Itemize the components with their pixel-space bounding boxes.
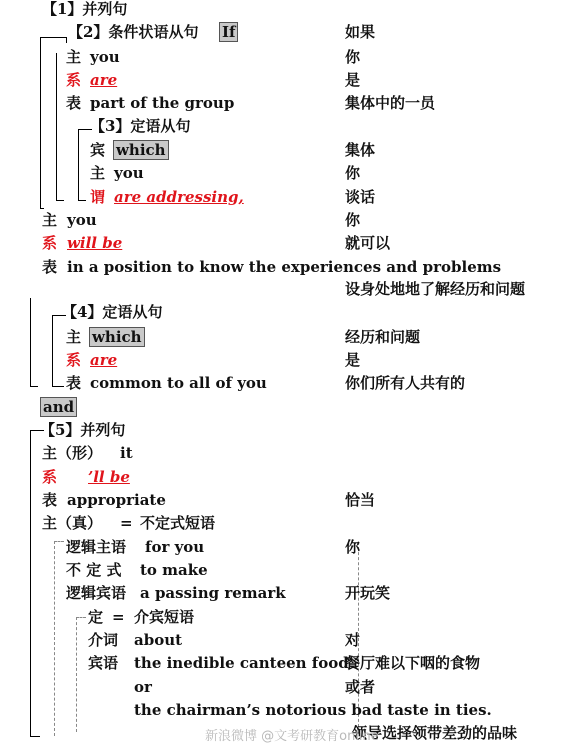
- s5-logsubj-label: 逻辑主语: [66, 538, 127, 556]
- bracket-s3-outer-bottom: [56, 200, 64, 201]
- dashed-attr-top: [76, 617, 86, 618]
- s4-subj: which: [89, 327, 145, 347]
- s3-obj-cn: 集体: [345, 141, 376, 159]
- s4-pred: common to all of you: [90, 374, 267, 392]
- s5-logobj-label: 逻辑宾语: [66, 584, 127, 602]
- bracket-s5-vertical: [30, 430, 31, 736]
- conj-if: If: [219, 22, 238, 42]
- s4-pred-label: 表: [66, 374, 82, 392]
- s3-verb: are addressing,: [114, 188, 244, 206]
- s3-verb-label: 谓: [90, 188, 106, 206]
- s3-subj-label: 主: [90, 164, 106, 182]
- s5-or: or: [134, 678, 152, 696]
- s5-prep-label: 介词: [88, 631, 119, 649]
- s5-real-desc: 不定式短语: [140, 514, 216, 532]
- s5-pobj2-cn: 领导选择领带差劲的品味: [352, 724, 518, 742]
- s2-link: are: [90, 71, 118, 89]
- s2-pred: part of the group: [90, 94, 235, 112]
- main-pred-cn: 设身处地地了解经历和问题: [345, 280, 526, 298]
- s4-link-label: 系: [66, 351, 82, 369]
- bracket-s4-vertical: [52, 315, 53, 387]
- dashed-s5-top: [54, 541, 64, 542]
- conj-if-cn: 如果: [345, 23, 376, 41]
- bracket-s2-vertical: [40, 37, 41, 209]
- s3-subj-cn: 你: [345, 164, 361, 182]
- s2-subj: you: [90, 48, 120, 66]
- s5-logobj-cn: 开玩笑: [345, 584, 391, 602]
- s5-inf-label: 不 定 式: [66, 561, 122, 579]
- s3-verb-cn: 谈话: [345, 188, 376, 206]
- main-subj-label: 主: [42, 211, 58, 229]
- s5-subj: it: [120, 444, 133, 462]
- s5-attr-eq: =: [112, 608, 125, 626]
- s5-subj-label: 主（形）: [42, 444, 103, 462]
- bracket-s3-outer-top: [56, 53, 57, 201]
- s2-subj-cn: 你: [345, 48, 361, 66]
- dashed-attr-vertical: [76, 617, 77, 732]
- bracket-s3-vertical: [78, 129, 79, 201]
- s5-attr-desc: 介宾短语: [134, 608, 195, 626]
- s5-link: ’ll be: [88, 468, 130, 486]
- s5-pred-label: 表: [42, 491, 58, 509]
- bracket-s2-tick: [66, 37, 67, 43]
- s4-link-cn: 是: [345, 351, 361, 369]
- main-link-cn: 就可以: [345, 234, 391, 252]
- s3-obj: which: [113, 140, 169, 160]
- bracket-s4-left: [30, 298, 31, 386]
- s4-link: are: [90, 351, 118, 369]
- s5-inf: to make: [140, 561, 208, 579]
- s5-attr-label: 定: [88, 608, 104, 626]
- heading-s2: 【2】条件状语从句: [68, 23, 199, 41]
- and-word: and: [40, 397, 77, 417]
- bracket-s4-bottom: [52, 386, 64, 387]
- s5-logsubj: for you: [145, 538, 205, 556]
- s5-real-label: 主（真）: [42, 514, 103, 532]
- s5-pobj1: the inedible canteen food: [134, 654, 349, 672]
- s5-pobj-label: 宾语: [88, 654, 119, 672]
- s2-subj-label: 主: [66, 48, 82, 66]
- main-pred: in a position to know the experiences and problems: [67, 258, 502, 276]
- s4-pred-cn: 你们所有人共有的: [345, 374, 466, 392]
- s5-logsubj-cn: 你: [345, 538, 361, 556]
- heading-s5: 【5】并列句: [40, 421, 126, 439]
- s4-subj-label: 主: [66, 328, 82, 346]
- heading-s3: 【3】定语从句: [90, 117, 191, 135]
- s5-or-cn: 或者: [345, 678, 376, 696]
- s2-pred-cn: 集体中的一员: [345, 94, 436, 112]
- heading-s1: 【1】并列句: [42, 0, 128, 18]
- s2-link-label: 系: [66, 71, 82, 89]
- main-subj-cn: 你: [345, 211, 361, 229]
- s2-pred-label: 表: [66, 94, 82, 112]
- s5-real-eq: =: [120, 514, 133, 532]
- s5-pobj1-cn: 餐厅难以下咽的食物: [345, 654, 481, 672]
- s4-subj-cn: 经历和问题: [345, 328, 421, 346]
- bracket-s3-bottom: [78, 200, 86, 201]
- s3-subj: you: [114, 164, 144, 182]
- bracket-s4-left-bottom: [30, 386, 38, 387]
- s3-obj-label: 宾: [90, 141, 106, 159]
- s5-link-label: 系: [42, 468, 58, 486]
- main-pred-label: 表: [42, 258, 58, 276]
- bracket-s2-bottom: [40, 208, 44, 209]
- s2-link-cn: 是: [345, 71, 361, 89]
- bracket-s2-top: [40, 37, 66, 38]
- watermark: 新浪微博 @文考研教育online: [205, 729, 379, 744]
- s5-pred-cn: 恰当: [345, 491, 376, 509]
- heading-s4: 【4】定语从句: [62, 303, 163, 321]
- s5-pred: appropriate: [67, 491, 166, 509]
- dashed-s5-vertical: [54, 541, 55, 736]
- main-link: will be: [67, 234, 123, 252]
- s5-prep: about: [134, 631, 183, 649]
- main-link-label: 系: [42, 234, 58, 252]
- s5-logobj: a passing remark: [140, 584, 286, 602]
- s5-prep-cn: 对: [345, 631, 361, 649]
- bracket-s5-bottom: [30, 736, 40, 737]
- main-subj: you: [67, 211, 97, 229]
- s5-pobj2: the chairman’s notorious bad taste in ties.: [134, 701, 492, 719]
